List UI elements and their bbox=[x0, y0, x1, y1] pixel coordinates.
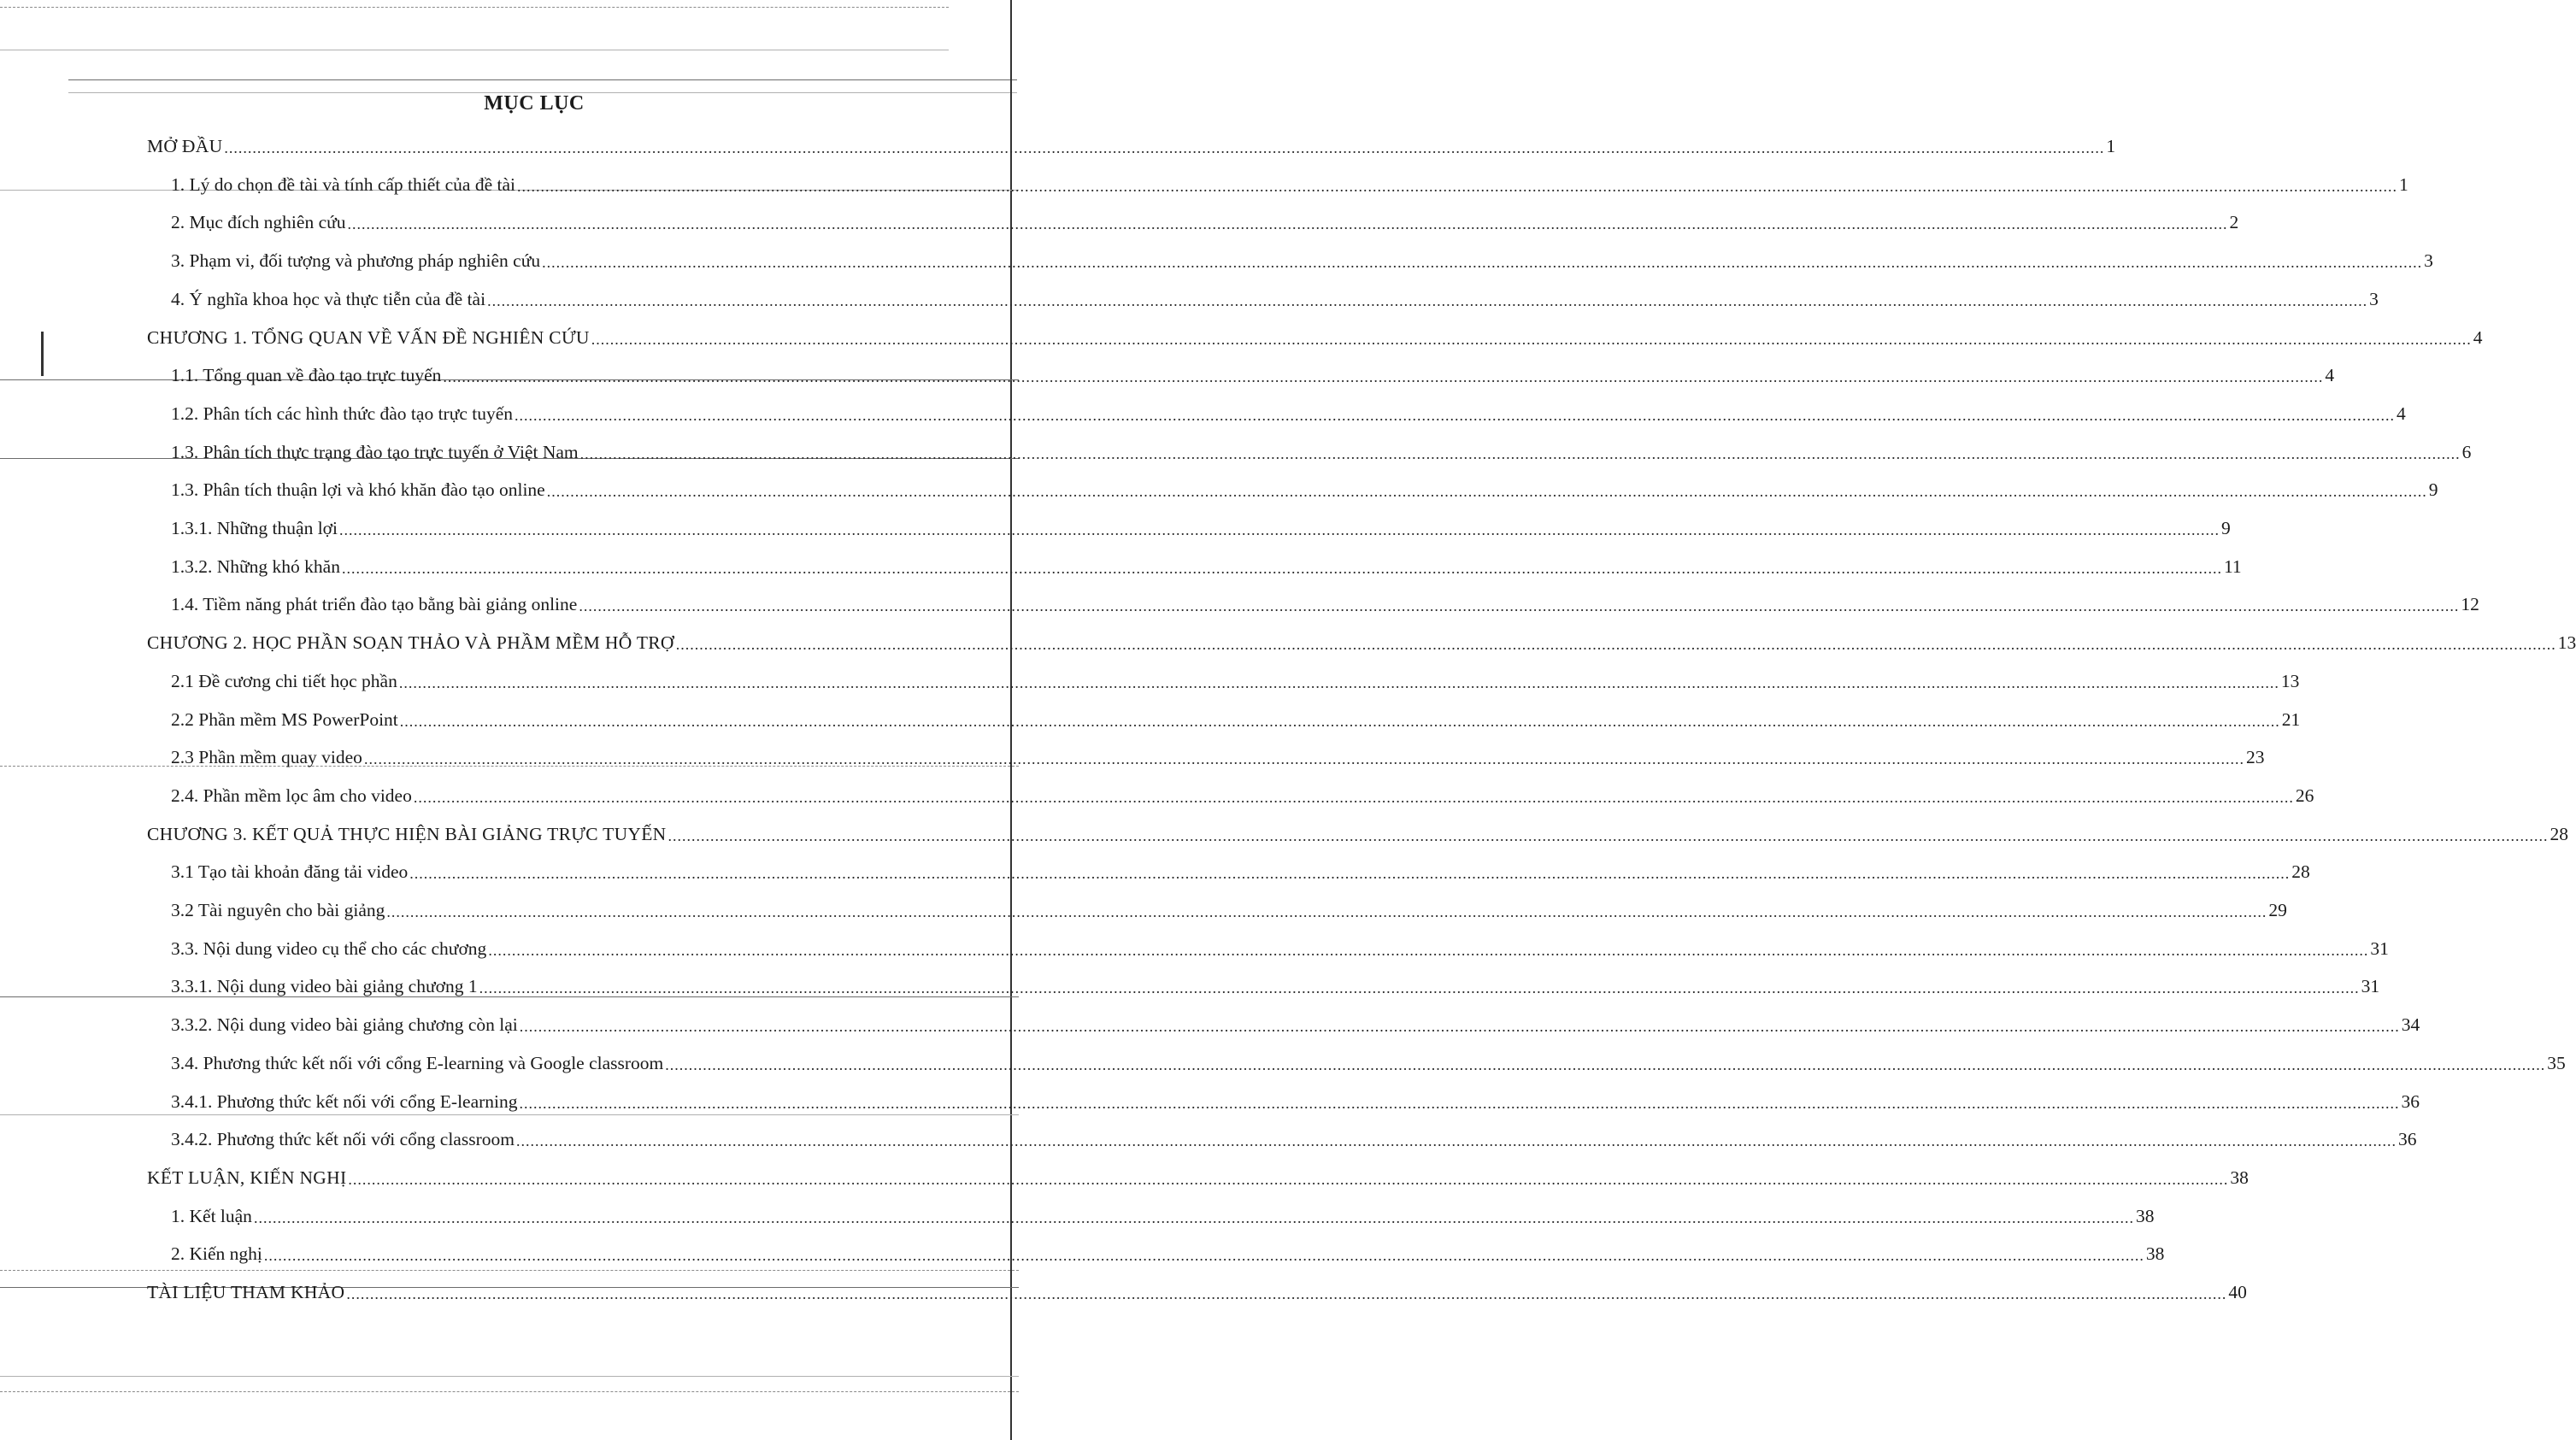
toc-leader-dots: ................................................................................................................................................................................................................................................................................................................................................................................................................ bbox=[542, 254, 2423, 272]
toc-entry[interactable] bbox=[171, 932, 2389, 961]
toc-entry-page-number: 6 bbox=[2461, 441, 2472, 462]
toc-entry-title: 1.2. Phân tích các hình thức đào tạo trực tuyến bbox=[171, 403, 514, 424]
toc-entry-title: 2.2 Phần mềm MS PowerPoint bbox=[171, 708, 398, 730]
toc-leader-dots: ................................................................................................................................................................................................................................................................................................................................................................................................................ bbox=[398, 673, 2279, 691]
toc-entry-page-number: 23 bbox=[2245, 747, 2265, 768]
toc-entry[interactable] bbox=[171, 397, 2406, 426]
toc-entry[interactable] bbox=[147, 626, 2576, 655]
scan-artifact-line bbox=[0, 1376, 1019, 1377]
scan-artifact-line bbox=[0, 1114, 1019, 1115]
toc-entry[interactable] bbox=[147, 130, 2116, 159]
toc-entry-page-number: 28 bbox=[2291, 861, 2310, 883]
toc-entry-title: 2.4. Phần mềm lọc âm cho video bbox=[171, 785, 412, 806]
toc-leader-dots: ................................................................................................................................................................................................................................................................................................................................................................................................................ bbox=[386, 903, 2267, 920]
toc-entry-title: KẾT LUẬN, KIẾN NGHỊ bbox=[147, 1167, 347, 1188]
toc-entry[interactable] bbox=[171, 283, 2379, 312]
toc-entry[interactable] bbox=[171, 855, 2310, 885]
toc-entry[interactable] bbox=[171, 436, 2472, 465]
toc-entry-title: 1.3.1. Những thuận lợi bbox=[171, 518, 338, 538]
toc-entry[interactable] bbox=[171, 970, 2380, 999]
toc-entry-page-number: 40 bbox=[2228, 1282, 2247, 1302]
toc-entry-title: 3. Phạm vi, đối tượng và phương pháp nghiên cứu bbox=[171, 250, 541, 272]
toc-leader-dots: ................................................................................................................................................................................................................................................................................................................................................................................................................ bbox=[346, 1285, 2227, 1302]
toc-leader-dots: ................................................................................................................................................................................................................................................................................................................................................................................................................ bbox=[409, 865, 2291, 883]
toc-entry-page-number: 29 bbox=[2268, 900, 2287, 920]
toc-entry[interactable] bbox=[147, 1276, 2247, 1305]
toc-entry-title: 3.2 Tài nguyên cho bài giảng bbox=[171, 900, 385, 920]
toc-entry[interactable] bbox=[171, 1085, 2420, 1114]
toc-entry-page-number: 36 bbox=[2397, 1129, 2417, 1150]
toc-entry-title: 3.4.2. Phương thức kết nối với cổng classroom bbox=[171, 1129, 515, 1150]
toc-entry[interactable] bbox=[147, 321, 2483, 350]
toc-leader-dots: ................................................................................................................................................................................................................................................................................................................................................................................................................ bbox=[487, 291, 2368, 309]
toc-entry-title: 2. Mục đích nghiên cứu bbox=[171, 212, 346, 233]
toc-leader-dots: ................................................................................................................................................................................................................................................................................................................................................................................................................ bbox=[668, 826, 2549, 844]
toc-leader-dots: ................................................................................................................................................................................................................................................................................................................................................................................................................ bbox=[253, 1208, 2134, 1226]
toc-leader-dots: ................................................................................................................................................................................................................................................................................................................................................................................................................ bbox=[443, 368, 2324, 386]
toc-entry-title: 3.4.1. Phương thức kết nối với cổng E-learning bbox=[171, 1090, 518, 1112]
toc-entry[interactable] bbox=[171, 244, 2433, 273]
toc-leader-dots: ................................................................................................................................................................................................................................................................................................................................................................................................................ bbox=[515, 1132, 2397, 1150]
toc-entry[interactable] bbox=[171, 1123, 2417, 1152]
toc-entry[interactable] bbox=[147, 1161, 2249, 1190]
toc-leader-dots: ................................................................................................................................................................................................................................................................................................................................................................................................................ bbox=[347, 215, 2228, 233]
toc-entry-title: 1.1. Tổng quan về đào tạo trực tuyến bbox=[171, 365, 442, 386]
toc-entry-page-number: 11 bbox=[2223, 555, 2242, 577]
toc-entry-title: 1.3. Phân tích thực trạng đào tạo trực tuyến ở Việt Nam bbox=[171, 441, 579, 462]
toc-entry[interactable] bbox=[171, 665, 2300, 694]
toc-entry[interactable] bbox=[171, 779, 2314, 808]
scan-artifact-line bbox=[0, 1270, 1019, 1271]
toc-leader-dots: ................................................................................................................................................................................................................................................................................................................................................................................................................ bbox=[517, 177, 2397, 195]
toc-entry-page-number: 3 bbox=[2424, 250, 2433, 272]
toc-entry[interactable] bbox=[171, 1237, 2165, 1267]
toc-entry[interactable] bbox=[171, 168, 2408, 197]
toc-entry-title: TÀI LIỆU THAM KHẢO bbox=[147, 1282, 345, 1302]
toc-entry-page-number: 4 bbox=[2473, 326, 2483, 348]
toc-entry[interactable] bbox=[171, 206, 2239, 235]
toc-entry[interactable] bbox=[171, 703, 2301, 732]
toc-entry-page-number: 4 bbox=[2325, 365, 2335, 386]
toc-entry-title: 1.4. Tiềm năng phát triển đào tạo bằng bài giảng online bbox=[171, 594, 578, 615]
scan-artifact-line bbox=[68, 79, 1017, 80]
toc-entry-page-number: 38 bbox=[2230, 1167, 2249, 1188]
toc-entry-page-number: 31 bbox=[2361, 976, 2380, 997]
toc-leader-dots: ................................................................................................................................................................................................................................................................................................................................................................................................................ bbox=[348, 1170, 2229, 1188]
toc-entry-title: 3.1 Tạo tài khoản đăng tải video bbox=[171, 861, 409, 883]
toc-entry-page-number: 3 bbox=[2369, 288, 2379, 309]
toc-entry-page-number: 36 bbox=[2401, 1090, 2420, 1112]
toc-leader-dots: ................................................................................................................................................................................................................................................................................................................................................................................................................ bbox=[363, 750, 2244, 768]
toc-leader-dots: ................................................................................................................................................................................................................................................................................................................................................................................................................ bbox=[519, 1018, 2400, 1036]
toc-entry-page-number: 34 bbox=[2401, 1014, 2420, 1036]
toc-entry-page-number: 38 bbox=[2145, 1243, 2165, 1265]
toc-entry-page-number: 1 bbox=[2106, 136, 2116, 156]
toc-entry-title: CHƯƠNG 2. HỌC PHẦN SOẠN THẢO VÀ PHẦM MỀM HỖ TRỢ bbox=[147, 632, 674, 654]
toc-entry-page-number: 2 bbox=[2229, 212, 2239, 233]
toc-entry-title: 1.3. Phân tích thuận lợi và khó khăn đào tạo online bbox=[171, 479, 545, 501]
toc-entry-title: 1.3.2. Những khó khăn bbox=[171, 555, 340, 577]
toc-leader-dots: ................................................................................................................................................................................................................................................................................................................................................................................................................ bbox=[488, 941, 2369, 959]
toc-entry-title: MỞ ĐẦU bbox=[147, 136, 223, 156]
toc-leader-dots: ................................................................................................................................................................................................................................................................................................................................................................................................................ bbox=[675, 636, 2556, 654]
toc-entry[interactable] bbox=[171, 1200, 2155, 1229]
toc-entry[interactable] bbox=[147, 818, 2569, 847]
toc-leader-dots: ................................................................................................................................................................................................................................................................................................................................................................................................................ bbox=[665, 1055, 2546, 1073]
toc-entry-title: 2. Kiến nghị bbox=[171, 1243, 262, 1265]
toc-entry-page-number: 21 bbox=[2281, 708, 2301, 730]
toc-entry-title: 3.3.2. Nội dung video bài giảng chương còn lại bbox=[171, 1014, 518, 1036]
toc-entry-page-number: 31 bbox=[2370, 937, 2389, 959]
toc-entry[interactable] bbox=[171, 473, 2438, 503]
toc-entry-title: 2.3 Phần mềm quay video bbox=[171, 747, 362, 768]
toc-entry-page-number: 9 bbox=[2428, 479, 2438, 501]
toc-entry[interactable] bbox=[171, 1008, 2420, 1037]
toc-entry-page-number: 13 bbox=[2280, 670, 2300, 691]
toc-entry-page-number: 12 bbox=[2461, 594, 2479, 615]
toc-leader-dots: ................................................................................................................................................................................................................................................................................................................................................................................................................ bbox=[579, 444, 2461, 462]
toc-leader-dots: ................................................................................................................................................................................................................................................................................................................................................................................................................ bbox=[519, 1094, 2400, 1112]
toc-entry-title: 1. Kết luận bbox=[171, 1205, 252, 1226]
toc-leader-dots: ................................................................................................................................................................................................................................................................................................................................................................................................................ bbox=[224, 139, 2105, 156]
toc-title: MỤC LỤC bbox=[484, 92, 585, 115]
toc-entry-title: 3.3. Nội dung video cụ thể cho các chương bbox=[171, 937, 487, 959]
toc-entry-page-number: 35 bbox=[2547, 1052, 2566, 1073]
toc-entry[interactable] bbox=[171, 741, 2265, 770]
scan-artifact-mark bbox=[41, 332, 44, 376]
toc-entry-title: 3.3.1. Nội dung video bài giảng chương 1 bbox=[171, 976, 478, 997]
toc-leader-dots: ................................................................................................................................................................................................................................................................................................................................................................................................................ bbox=[413, 788, 2294, 806]
toc-entry-page-number: 9 bbox=[2221, 518, 2231, 538]
toc-leader-dots: ................................................................................................................................................................................................................................................................................................................................................................................................................ bbox=[515, 406, 2396, 424]
toc-leader-dots: ................................................................................................................................................................................................................................................................................................................................................................................................................ bbox=[341, 559, 2222, 577]
toc-entry-page-number: 28 bbox=[2550, 823, 2569, 844]
toc-leader-dots: ................................................................................................................................................................................................................................................................................................................................................................................................................ bbox=[399, 712, 2280, 730]
toc-entry[interactable] bbox=[171, 550, 2242, 579]
toc-entry-title: CHƯƠNG 1. TỔNG QUAN VỀ VẤN ĐỀ NGHIÊN CỨU bbox=[147, 326, 590, 348]
toc-leader-dots: ................................................................................................................................................................................................................................................................................................................................................................................................................ bbox=[579, 597, 2460, 615]
toc-entry[interactable] bbox=[171, 1047, 2566, 1076]
toc-entry-page-number: 13 bbox=[2557, 632, 2576, 654]
toc-entry-page-number: 1 bbox=[2399, 173, 2408, 195]
toc-entry[interactable] bbox=[171, 894, 2287, 923]
toc-entry[interactable] bbox=[171, 588, 2479, 617]
toc-entry[interactable] bbox=[171, 512, 2231, 541]
toc-entry-title: 4. Ý nghĩa khoa học và thực tiễn của đề tài bbox=[171, 288, 486, 309]
toc-entry-title: CHƯƠNG 3. KẾT QUẢ THỰC HIỆN BÀI GIẢNG TRỰC TUYẾN bbox=[147, 823, 667, 844]
toc-entry-title: 3.4. Phương thức kết nối với cổng E-learning và Google classroom bbox=[171, 1052, 664, 1073]
toc-entry-page-number: 38 bbox=[2135, 1205, 2155, 1226]
scan-artifact-line bbox=[0, 7, 949, 8]
toc-leader-dots: ................................................................................................................................................................................................................................................................................................................................................................................................................ bbox=[339, 521, 2220, 538]
toc-entry-title: 2.1 Đề cương chi tiết học phần bbox=[171, 670, 397, 691]
toc-leader-dots: ................................................................................................................................................................................................................................................................................................................................................................................................................ bbox=[546, 483, 2427, 501]
toc-leader-dots: ................................................................................................................................................................................................................................................................................................................................................................................................................ bbox=[591, 330, 2472, 348]
scan-artifact-line bbox=[0, 1391, 1019, 1392]
toc-entry[interactable] bbox=[171, 359, 2335, 388]
toc-entry-title: 1. Lý do chọn đề tài và tính cấp thiết của đề tài bbox=[171, 173, 515, 195]
toc-entry-page-number: 26 bbox=[2295, 785, 2314, 806]
toc-entry-page-number: 4 bbox=[2397, 403, 2406, 424]
toc-leader-dots: ................................................................................................................................................................................................................................................................................................................................................................................................................ bbox=[263, 1247, 2144, 1265]
toc-leader-dots: ................................................................................................................................................................................................................................................................................................................................................................................................................ bbox=[479, 979, 2360, 997]
